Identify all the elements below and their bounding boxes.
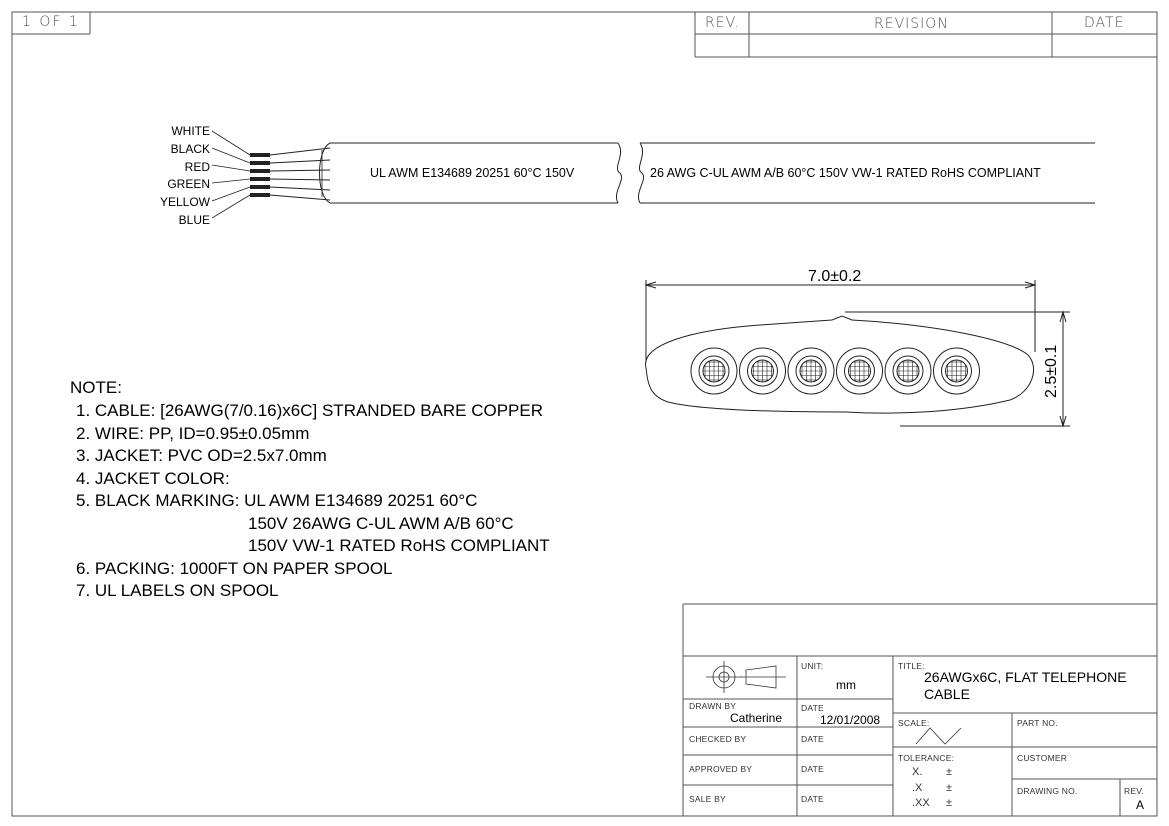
checked-by-label: CHECKED BY: [689, 734, 747, 744]
note-line: 3. JACKET: PVC OD=2.5x7.0mm: [76, 446, 327, 465]
wire-color-label: WHITE: [171, 124, 210, 138]
approved-date-label: DATE: [801, 764, 824, 774]
tolerance-label: TOLERANCE:: [898, 753, 955, 763]
color-leaders: [212, 131, 250, 218]
tol-x1: .X: [912, 782, 923, 794]
rev-value: A: [1136, 798, 1145, 812]
revision-header: REVISION: [874, 16, 949, 32]
page-indicator: 1 OF 1: [22, 14, 80, 30]
note-line: 150V VW-1 RATED RoHS COMPLIANT: [248, 536, 550, 555]
date-value: 12/01/2008: [820, 713, 881, 727]
conductor-red: [788, 348, 834, 394]
wire-color-label: GREEN: [167, 177, 210, 192]
conductor-yellow: [885, 348, 931, 394]
title-line-2: CABLE: [924, 686, 970, 702]
conductor-circles: [691, 348, 980, 394]
conductor-white: [691, 348, 737, 394]
checked-date-label: DATE: [801, 734, 824, 744]
cable-marking-right: 26 AWG C-UL AWM A/B 60°C 150V VW-1 RATED RoHS COMPLIANT: [650, 166, 1041, 180]
note-line: 2. WIRE: PP, ID=0.95±0.05mm: [76, 424, 310, 443]
cross-section: [646, 280, 1070, 426]
unit-label: UNIT:: [801, 661, 824, 671]
conductor-blue: [934, 348, 980, 394]
drawing-no-label: DRAWING NO.: [1017, 786, 1078, 796]
sale-date-label: DATE: [801, 794, 824, 804]
wire-ends: [250, 153, 270, 197]
tol-x2: .XX: [912, 797, 930, 809]
tol-x: X.: [912, 766, 923, 778]
wire-color-label: RED: [184, 159, 210, 174]
height-dimension: 2.5±0.1: [1043, 344, 1060, 398]
wire-color-label: YELLOW: [159, 195, 210, 210]
cable-marking-left: UL AWM E134689 20251 60°C 150V: [370, 166, 575, 180]
drawn-by-label: DRAWN BY: [689, 701, 737, 711]
customer-label: CUSTOMER: [1017, 753, 1068, 763]
conductor-green: [837, 348, 883, 394]
note-line: 4. JACKET COLOR:: [76, 469, 230, 488]
sale-by-label: SALE BY: [689, 794, 726, 804]
note-line: 5. BLACK MARKING: UL AWM E134689 20251 60°C: [76, 491, 478, 510]
wire-color-label: BLUE: [178, 212, 210, 227]
scale-symbol-icon: [916, 728, 961, 744]
rev-label: REV.: [1124, 786, 1144, 796]
title-label: TITLE:: [898, 661, 925, 671]
rev-header: REV.: [705, 15, 740, 31]
part-no-label: PART NO.: [1017, 718, 1058, 728]
width-dimension: 7.0±0.2: [808, 268, 862, 285]
tol-pm: ±: [946, 766, 953, 778]
notes-heading: NOTE:: [70, 378, 122, 397]
projection-symbol-icon: [706, 661, 786, 693]
drawn-by-value: Catherine: [730, 711, 783, 725]
note-line: 1. CABLE: [26AWG(7/0.16)x6C] STRANDED BARE COPPER: [76, 401, 544, 420]
unit-value: mm: [836, 678, 856, 692]
tol-pm: ±: [946, 782, 953, 794]
note-line: 6. PACKING: 1000FT ON PAPER SPOOL: [76, 559, 393, 578]
wire-color-list: [150, 123, 210, 230]
title-line-1: 26AWGx6C, FLAT TELEPHONE: [924, 669, 1127, 685]
note-line: 150V 26AWG C-UL AWM A/B 60°C: [248, 514, 514, 533]
wire-color-label: BLACK: [170, 141, 210, 156]
tol-pm: ±: [946, 797, 953, 809]
date-header: DATE: [1084, 15, 1125, 31]
conductor-black: [740, 348, 786, 394]
scale-label: SCALE:: [898, 718, 930, 728]
date-label: DATE: [801, 703, 824, 713]
approved-by-label: APPROVED BY: [689, 764, 753, 774]
note-line: 7. UL LABELS ON SPOOL: [76, 581, 279, 600]
